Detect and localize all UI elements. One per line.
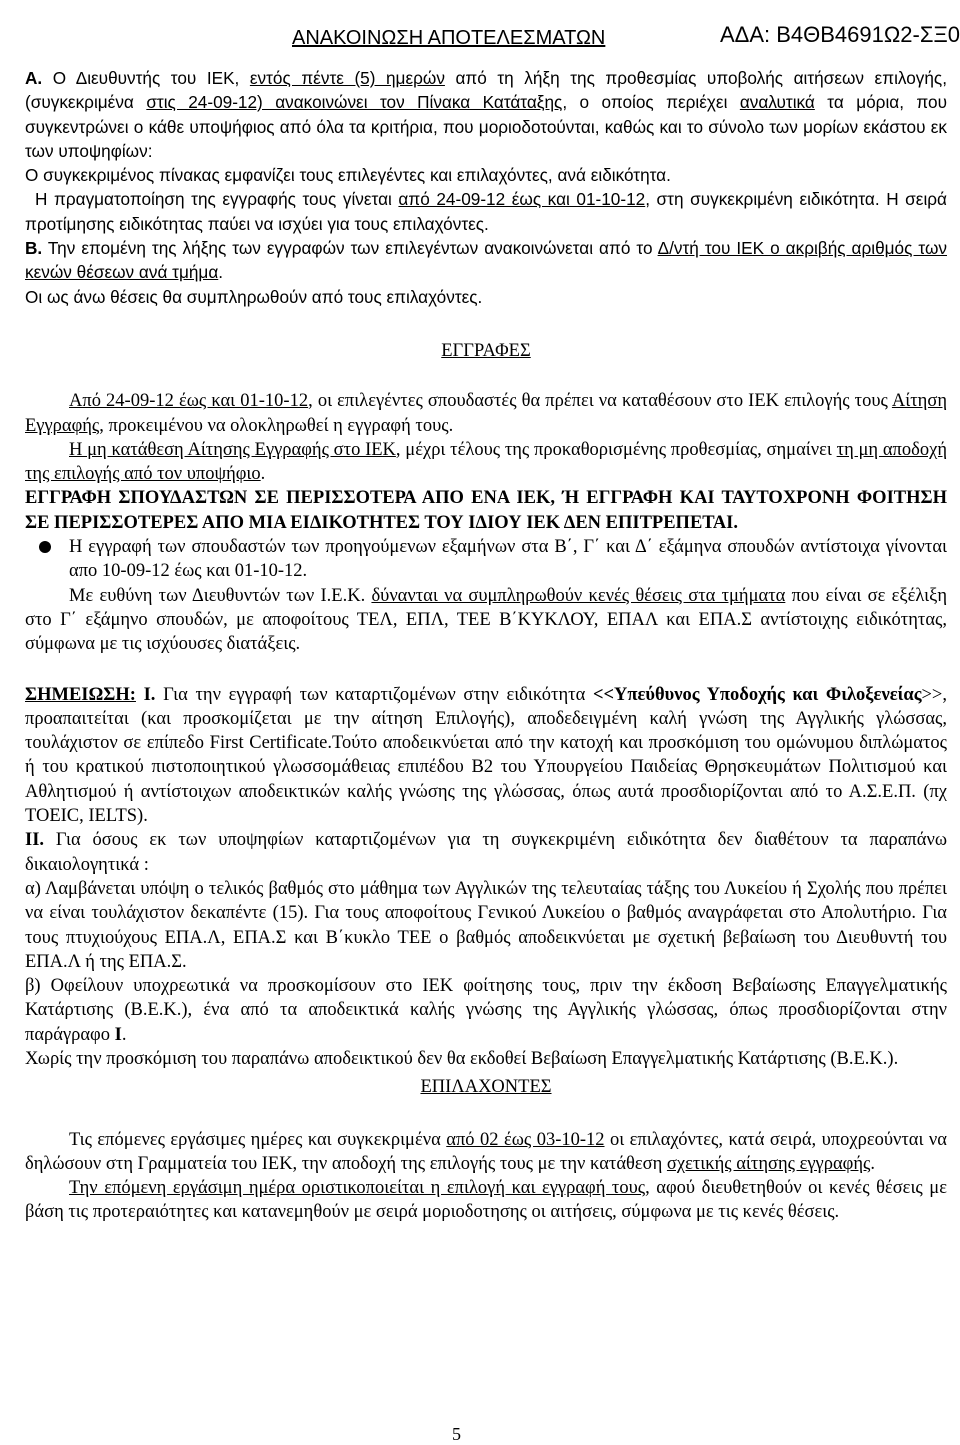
- runners-up-paragraph-2: Την επόμενη εργάσιμη ημέρα οριστικοποιείται η επιλογή και εγγραφή τους, αφού διευθετηθούν οι κενές θέσεις με βάση τις προτεραιότητες και κατανεμηθούν με σειρά μοριοδοτησης οι αιτήσεις, σύμφωνα με τις κενές θέσεις.: [25, 1178, 947, 1223]
- page-number: 5: [452, 1424, 461, 1444]
- section-a-paragraph: Α. Ο Διευθυντής του ΙΕΚ, εντός πέντε (5) ημερών από τη λήξη της προθεσμίας υποβολής αιτήσεων επιλογής, (συγκεκριμένα στις 24-09-12) ανακοινώνει τον Πίνακα Κατάταξης, ο οποίος περιέχει αναλυτικά τα μόρια, που συγκεντρώνει ο κάθε υποψήφιος από όλα τα κριτήρια, που μοριοδοτούνται, καθώς και το σύνολο των μορίων εκάστου εκ των υποψηφίων:: [25, 68, 947, 161]
- page-title: ΑΝΑΚΟΙΝΩΣΗ ΑΠΟΤΕΛΕΣΜΑΤΩΝ: [292, 27, 606, 49]
- document-body: [25, 66, 947, 1225]
- note-last: Χωρίς την προσκόμιση του παραπάνω αποδεικτικού δεν θα εκδοθεί Βεβαίωση Επαγγελματικής Κατάρτισης (Β.Ε.Κ.).: [25, 1048, 899, 1069]
- enrollments-paragraph-1: Από 24-09-12 έως και 01-10-12, οι επιλεγέντες σπουδαστές θα πρέπει να καταθέσουν στο ΙΕΚ επιλογής τους Αίτηση Εγγραφής, προκειμένου να ολοκληρωθεί η εγγραφή τους.: [25, 391, 947, 436]
- section-a: [25, 66, 947, 236]
- ada-code: ΑΔΑ: Β4ΘΒ4691Ω2-ΣΞ0: [719, 22, 960, 47]
- runners-up-heading: ΕΠΙΛΑΧΟΝΤΕΣ: [420, 1077, 552, 1098]
- runners-up-paragraph-1: Τις επόμενες εργάσιμες ημέρες και συγκεκριμένα από 02 έως 03-10-12 οι επιλαχόντες, κατά σειρά, υποχρεούνται να δηλώσουν στη Γραμματεία του ΙΕΚ, την αποδοχή της επιλογής τους με την κατάθεση σχετικής αίτησης εγγραφής.: [25, 1129, 947, 1174]
- bullet-icon: [39, 541, 51, 553]
- enrollments-bullet: Η εγγραφή των σπουδαστών των προηγούμενων εξαμήνων στα Β΄, Γ΄ και Δ΄ εξάμηνα σπουδών αντίστοιχα γίνονται απο 10-09-12 έως και 01-10-12.: [25, 535, 947, 584]
- enrollments-warning: ΕΓΓΡΑΦΗ ΣΠΟΥΔΑΣΤΩΝ ΣΕ ΠΕΡΙΣΣΟΤΕΡΑ ΑΠΟ ΕΝΑ ΙΕΚ, Ή ΕΓΓΡΑΦΗ ΚΑΙ ΤΑΥΤΟΧΡΟΝΗ ΦΟΙΤΗΣΗ ΣΕ ΠΕΡΙΣΣΟΤΕΡΕΣ ΑΠΟ ΜΙΑ ΕΙΔΙΚΟΤΗΤΕΣ ΤΟΥ ΙΔΙΟΥ ΙΕΚ ΔΕΝ ΕΠΙΤΡΕΠΕΤΑΙ.: [25, 488, 947, 533]
- note-paragraph-2: ΙΙ. Για όσους εκ των υποψηφίων καταρτιζομένων για τη συγκεκριμένη ειδικότητα δεν διαθέτουν τα παραπάνω δικαιολογητικά :: [25, 830, 947, 875]
- section-b: [25, 236, 947, 309]
- note-label: ΣΗΜΕΙΩΣΗ:: [25, 684, 136, 705]
- section-b-paragraph: Β. Την επομένη της λήξης των εγγραφών των επιλεγέντων ανακοινώνεται από το Δ/ντή του ΙΕΚ ο ακριβής αριθμός των κενών θέσεων ανά τμήμα.: [25, 238, 947, 283]
- enrollments-paragraph-2: Η μη κατάθεση Αίτησης Εγγραφής στο ΙΕΚ, μέχρι τέλους της προκαθορισμένης προθεσμίας, σημαίνει τη μη αποδοχή της επιλογής από τον υποψήφιο.: [25, 439, 947, 485]
- section-a-line2: Ο συγκεκριμένος πίνακας εμφανίζει τους επιλεγέντες και επιλαχόντες, ανά ειδικότητα.: [25, 165, 671, 186]
- note-paragraph-1: ΣΗΜΕΙΩΣΗ: Ι. Για την εγγραφή των καταρτιζομένων στην ειδικότητα <<Υπεύθυνος Υποδοχής και Φιλοξενείας>>, προαπαιτείται (και προσκομίζεται με την αίτηση Επιλογής), αποδεδειγμένη καλή γνώση της Αγγλικής γλώσσας, τουλάχιστον σε επίπεδο First Certificate.Τούτο αποδεικνύεται από την κατοχή και προσκόμιση του ομώνυμου διπλώματος ή του κρατικού πιστοποιητικού γλωσσομάθειας επιπέδου Β2 του Υπουργείου Παιδείας Θρησκευμάτων Πολιτισμού και Αθλητισμού ή αντίστοιχων αποδεικτικών καλής γνώσης της γλώσσας, όπως αυτά προσδιορίζονται από το Α.Σ.Ε.Π. (πχ TOEIC, IELTS).: [25, 684, 947, 827]
- note-item-a: α) Λαμβάνεται υπόψη ο τελικός βαθμός στο μάθημα των Αγγλικών της τελευταίας τάξης του Λυκείου ή Σχολής που πρέπει να είναι τουλάχιστον δεκαπέντε (15). Για τους αποφοίτους Γενικού Λυκείου ο βαθμός αναγράφεται στο Απολυτήριο. Για τους πτυχιούχους ΕΠΑ.Λ, ΕΠΑ.Σ και Β΄κυκλο ΤΕΕ ο βαθμός αποδεικνύεται με σχετική βεβαίωση του Διευθυντή του ΕΠΑ.Λ ή της ΕΠΑ.Σ.: [25, 878, 947, 972]
- section-b-line2: Οι ως άνω θέσεις θα συμπληρωθούν από τους επιλαχόντες.: [25, 286, 483, 307]
- enrollments-heading: ΕΓΓΡΑΦΕΣ: [441, 340, 531, 361]
- note-item-b: β) Οφείλουν υποχρεωτικά να προσκομίσουν στο ΙΕΚ φοίτησης τους, πριν την έκδοση Βεβαίωσης Επαγγελματικής Κατάρτισης (Β.Ε.Κ.), ένα από τα αποδεικτικά καλής γνώσης της Αγγλικής γλώσσας, όπως προσδιορίζονται στην παράγραφο Ι.: [25, 976, 947, 1045]
- section-a-marker: Α.: [25, 68, 43, 88]
- enrollments-paragraph-3: Με ευθύνη των Διευθυντών των Ι.Ε.Κ. δύνανται να συμπληρωθούν κενές θέσεις στα τμήματα που είναι σε εξέλιξη στο Γ΄ εξάμηνο σπουδών, με αποφοίτους ΤΕΛ, ΕΠΛ, ΤΕΕ Β΄ΚΥΚΛΟΥ, ΕΠΑΛ και ΕΠΑ.Σ αντίστοιχης ειδικότητας, σύμφωνα με τις ισχύουσες διατάξεις.: [25, 585, 948, 655]
- section-a-line3: Η πραγματοποίηση της εγγραφής τους γίνεται από 24-09-12 έως και 01-10-12, στη συγκεκριμένη ειδικότητα. Η σειρά προτίμησης ειδικότητας παύει να ισχύει για τους επιλαχόντες.: [25, 189, 947, 234]
- section-b-marker: Β.: [25, 238, 43, 259]
